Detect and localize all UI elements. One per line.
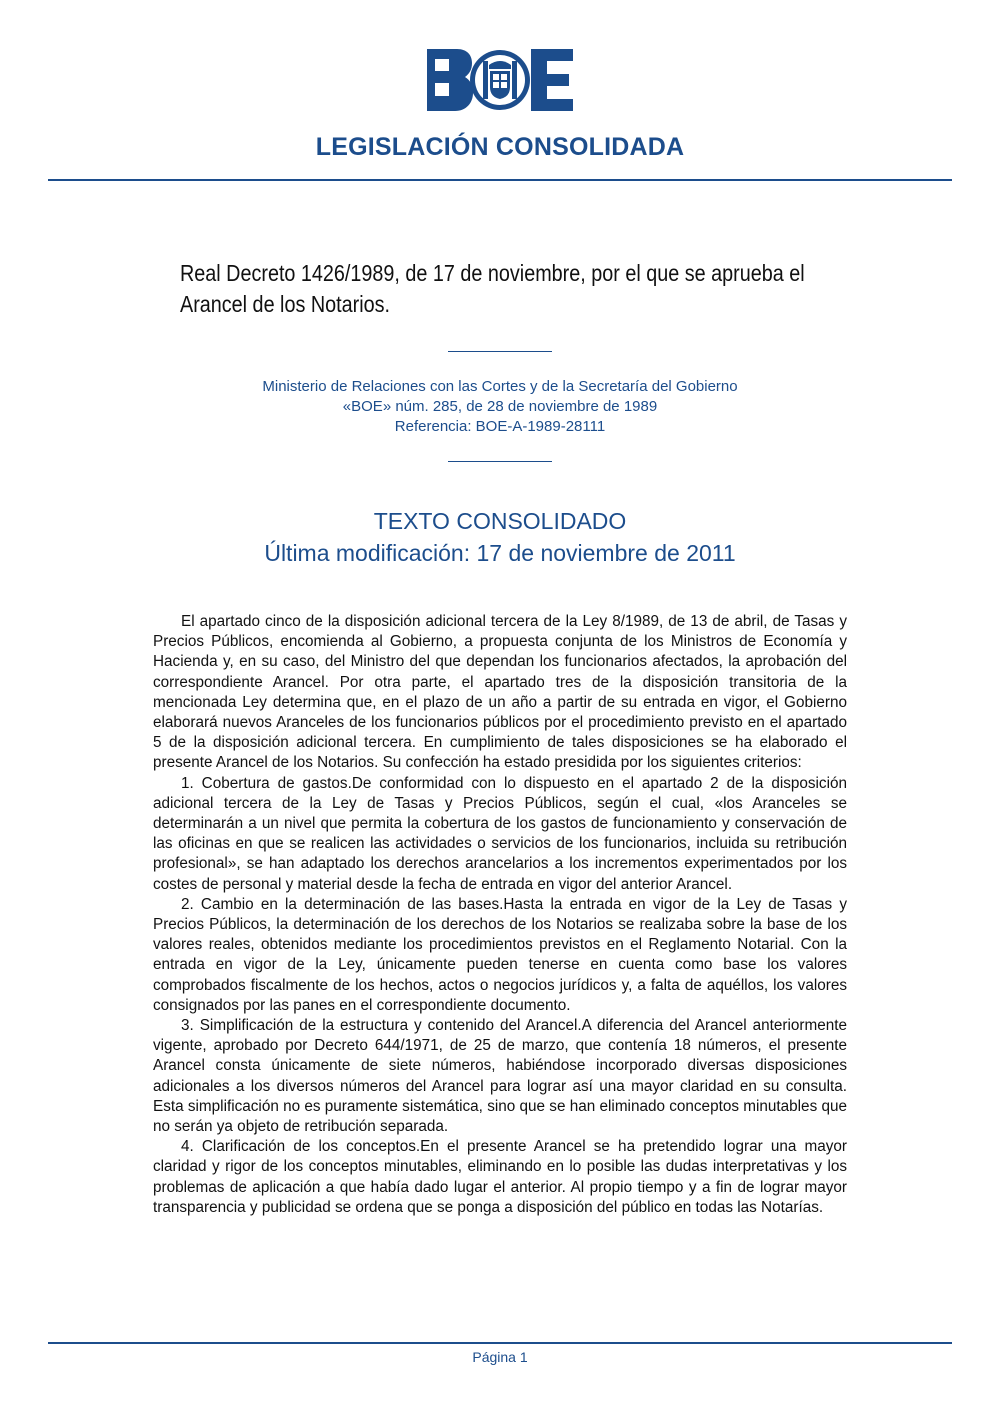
- paragraph: El apartado cinco de la disposición adicional tercera de la Ley 8/1989, de 13 de abril, de Tasas y Precios Públicos, encomienda al Gobierno, a propuesta conjunta de los Ministros de Economía y Hacienda y, en su caso, del Ministro del que dependan los funcionarios afectados, la aprobación del correspondiente Arancel. Por otra parte, el apartado tres de la disposición transitoria de la mencionada Ley determina que, en el plazo de un año a partir de su entrada en vigor, el Gobierno elaborará nuevos Aranceles de los funcionarios públicos por el procedimiento previsto en el apartado 5 de la disposición adicional tercera. En cumplimiento de tales disposiciones se ha elaborado el presente Arancel de los Notarios. Su confección ha estado presidida por los siguientes criterios:: [153, 613, 847, 772]
- boe-logo: [427, 49, 573, 111]
- paragraph: 3. Simplificación de la estructura y contenido del Arancel.A diferencia del Arancel anteriormente vigente, aprobado por Decreto 644/1971, de 25 de marzo, que contenía 18 números, el presente Arancel consta únicamente de siete números, habiéndose incorporado diversas disposiciones adicionales a los diversos números del Arancel para lograr así una mayor claridad en su consulta. Esta simplificación no es puramente sistemática, sino que se han eliminado conceptos minutables que no serán ya objeto de retribución separada.: [153, 1017, 847, 1136]
- document-body: [153, 612, 847, 1218]
- paragraph: 4. Clarificación de los conceptos.En el presente Arancel se ha pretendido lograr una mayor claridad y rigor de los conceptos minutables, eliminando en lo posible las dudas interpretativas y los problemas de aplicación a que había dado lugar el anterior. Al propio tiempo y a fin de lograr mayor transparencia y publicidad se ordena que se ponga a disposición del público en todas las Notarías.: [153, 1138, 847, 1216]
- paragraph: 2. Cambio en la determinación de las bases.Hasta la entrada en vigor de la Ley de Tasas y Precios Públicos, la determinación de los derechos de los Notarios se realizaba sobre la base de los valores reales, obtenidos mediante los procedimientos previstos en el Reglamento Notarial. Con la entrada en vigor de la Ley, únicamente pueden tenerse en cuenta como base los valores comprobados fiscalmente de los hechos, actos o negocios jurídicos y, a falta de aquéllos, los valores consignados por las panes en el correspondiente documento.: [153, 895, 847, 1014]
- footer-divider: [48, 1342, 952, 1344]
- boe-logo-b: [427, 49, 473, 111]
- issuer: Ministerio de Relaciones con las Cortes y de la Secretaría del Gobierno: [262, 378, 738, 395]
- paragraph: 1. Cobertura de gastos.De conformidad con lo dispuesto en el apartado 2 de la disposición adicional tercera de la Ley de Tasas y Precios Públicos, según el cual, «los Aranceles se determinarán a un nivel que permita la cobertura de los gastos de funcionamiento y conservación de las oficinas en que se realicen las actividades o servicios de los funcionarios, incluida su retribución profesional», se han adaptado los derechos arancelarios a los incrementos experimentados por los costes de personal y material desde la fecha de entrada en vigor del anterior Arancel.: [153, 774, 847, 893]
- separator-short: [448, 461, 552, 462]
- page-number: Página 1: [472, 1349, 528, 1365]
- consolidated-label: TEXTO CONSOLIDADO: [373, 508, 627, 534]
- document-title: Real Decreto 1426/1989, de 17 de noviembre, por el que se aprueba el Arancel de los Notarios.: [180, 260, 805, 317]
- document-metadata: [0, 377, 1000, 437]
- consolidated-block: [0, 505, 1000, 569]
- header-divider: [48, 179, 952, 181]
- reference: Referencia: BOE-A-1989-28111: [394, 418, 606, 435]
- separator-short: [448, 351, 552, 352]
- publication: «BOE» núm. 285, de 28 de noviembre de 1989: [342, 398, 658, 415]
- last-modified: Última modificación: 17 de noviembre de 2011: [264, 540, 736, 566]
- boe-logo-e: [531, 49, 573, 111]
- header-title: LEGISLACIÓN CONSOLIDADA: [315, 133, 685, 161]
